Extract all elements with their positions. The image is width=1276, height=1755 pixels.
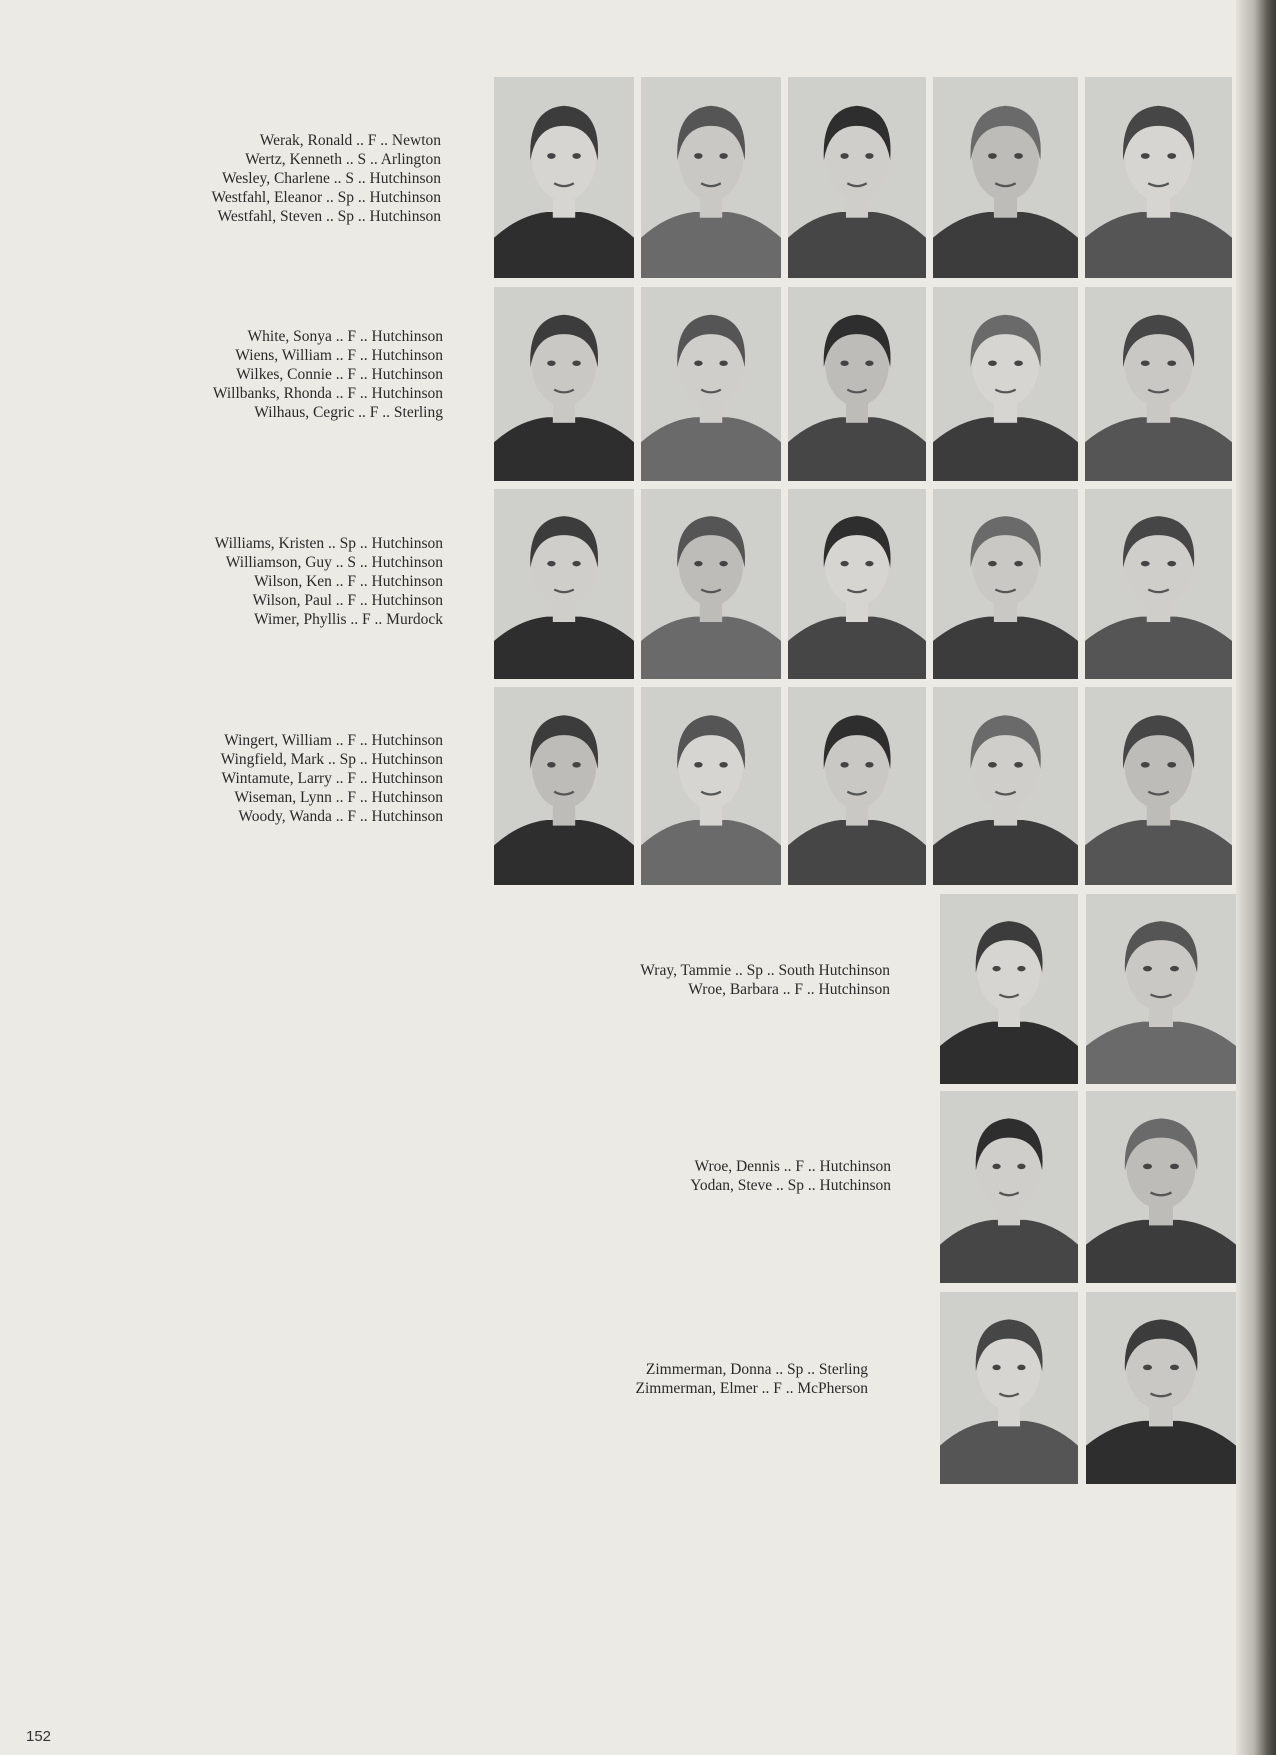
- name-entry: Wimer, Phyllis .. F .. Murdock: [253, 611, 443, 628]
- name-entry: Wilkes, Connie .. F .. Hutchinson: [236, 366, 443, 383]
- name-entry: Woody, Wanda .. F .. Hutchinson: [238, 808, 443, 825]
- name-entry: Werak, Ronald .. F .. Newton: [259, 132, 441, 149]
- name-entry: Westfahl, Steven .. Sp .. Hutchinson: [217, 208, 441, 225]
- student-portrait: [641, 287, 781, 481]
- student-portrait: [1086, 1292, 1236, 1484]
- name-list: [213, 327, 443, 422]
- name-list: [640, 961, 890, 999]
- name-entry: White, Sonya .. F .. Hutchinson: [247, 328, 443, 345]
- student-portrait: [933, 77, 1078, 278]
- student-portrait: [641, 489, 781, 679]
- page-number: 152: [26, 1728, 52, 1745]
- student-portrait: [1085, 287, 1232, 481]
- student-portrait: [1085, 489, 1232, 679]
- name-entry: Wray, Tammie .. Sp .. South Hutchinson: [640, 962, 890, 979]
- name-entry: Wilhaus, Cegric .. F .. Sterling: [254, 404, 443, 421]
- name-entry: Wingfield, Mark .. Sp .. Hutchinson: [220, 751, 443, 768]
- student-portrait: [940, 1292, 1078, 1484]
- name-list: [690, 1157, 891, 1195]
- student-portrait: [940, 1091, 1078, 1283]
- student-portrait: [788, 287, 926, 481]
- name-entry: Wingert, William .. F .. Hutchinson: [224, 732, 443, 749]
- student-portrait: [1086, 894, 1236, 1084]
- student-portrait: [788, 687, 926, 885]
- student-portrait: [933, 687, 1078, 885]
- name-entry: Willbanks, Rhonda .. F .. Hutchinson: [212, 385, 443, 402]
- name-list: [212, 131, 442, 226]
- name-list: [221, 731, 443, 826]
- book-spine-shadow: [1236, 0, 1276, 1755]
- name-entry: Williams, Kristen .. Sp .. Hutchinson: [214, 535, 443, 552]
- student-portrait: [641, 687, 781, 885]
- student-portrait: [494, 77, 634, 278]
- student-portrait: [933, 489, 1078, 679]
- name-entry: Wintamute, Larry .. F .. Hutchinson: [221, 770, 443, 787]
- name-entry: Yodan, Steve .. Sp .. Hutchinson: [690, 1177, 891, 1194]
- student-portrait: [494, 489, 634, 679]
- student-portrait: [494, 687, 634, 885]
- name-entry: Wroe, Dennis .. F .. Hutchinson: [694, 1158, 891, 1175]
- student-portrait: [494, 287, 634, 481]
- student-portrait: [641, 77, 781, 278]
- name-entry: Zimmerman, Elmer .. F .. McPherson: [635, 1380, 868, 1397]
- student-portrait: [940, 894, 1078, 1084]
- student-portrait: [1086, 1091, 1236, 1283]
- name-entry: Williamson, Guy .. S .. Hutchinson: [225, 554, 443, 571]
- name-entry: Wroe, Barbara .. F .. Hutchinson: [688, 981, 890, 998]
- name-list: [636, 1360, 868, 1398]
- name-entry: Wiseman, Lynn .. F .. Hutchinson: [234, 789, 443, 806]
- student-portrait: [933, 287, 1078, 481]
- name-entry: Wilson, Ken .. F .. Hutchinson: [254, 573, 443, 590]
- name-entry: Wesley, Charlene .. S .. Hutchinson: [221, 170, 441, 187]
- name-entry: Wertz, Kenneth .. S .. Arlington: [245, 151, 441, 168]
- name-entry: Zimmerman, Donna .. Sp .. Sterling: [645, 1361, 868, 1378]
- name-entry: Wiens, William .. F .. Hutchinson: [235, 347, 443, 364]
- student-portrait: [1085, 77, 1232, 278]
- name-entry: Westfahl, Eleanor .. Sp .. Hutchinson: [211, 189, 441, 206]
- name-list: [215, 534, 443, 629]
- student-portrait: [788, 77, 926, 278]
- student-portrait: [1085, 687, 1232, 885]
- name-entry: Wilson, Paul .. F .. Hutchinson: [252, 592, 443, 609]
- student-portrait: [788, 489, 926, 679]
